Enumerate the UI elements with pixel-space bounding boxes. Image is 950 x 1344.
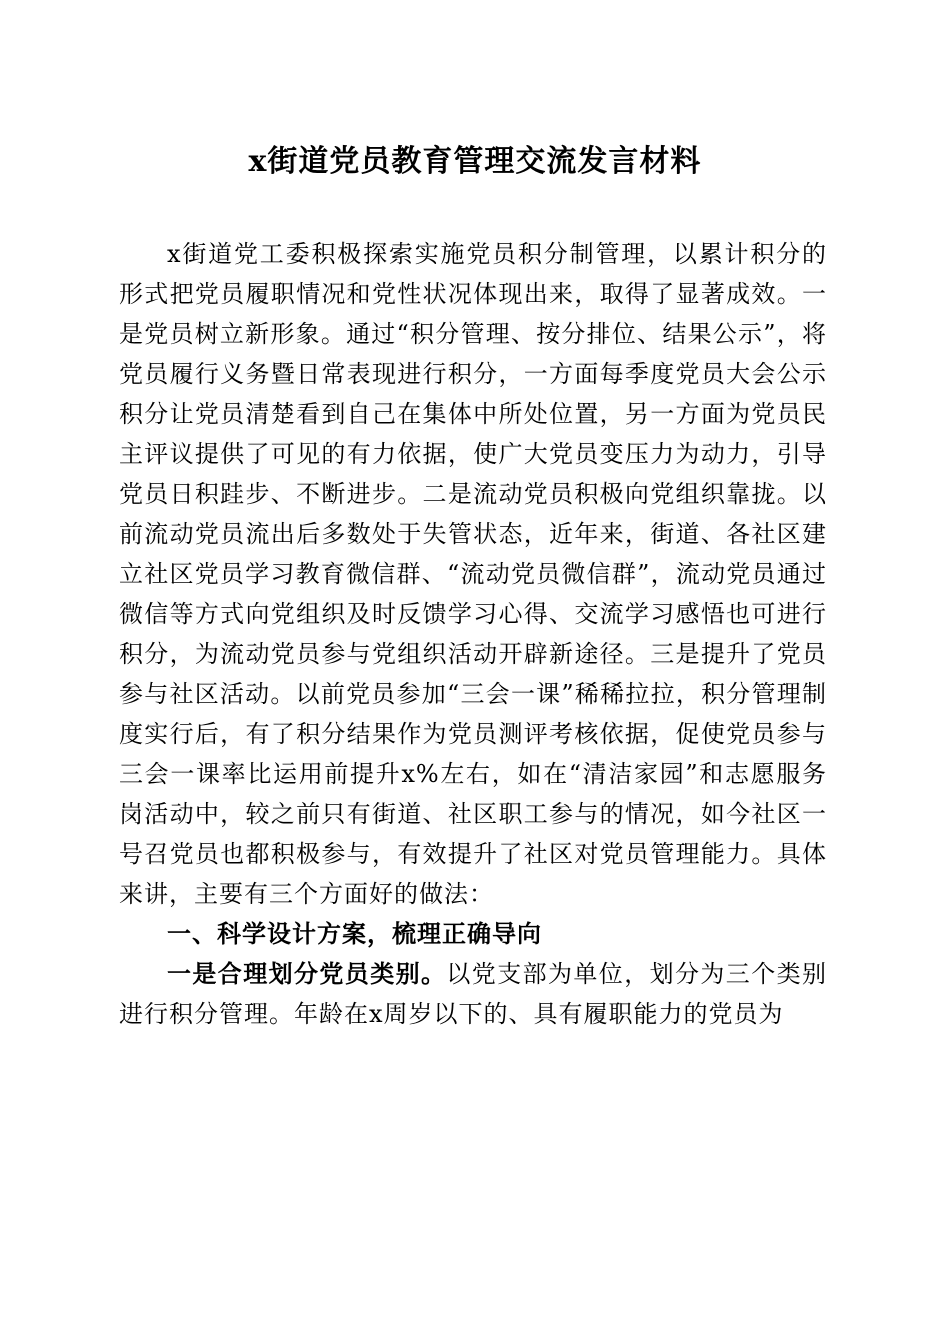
intro-paragraph: x街道党工委积极探索实施党员积分制管理，以累计积分的形式把党员履职情况和党性状况体现出来，取得了显著成效。一是党员树立新形象。通过“积分管理、按分排位、结果公示”，将党员履行义务暨日常表现进行积分，一方面每季度党员大会公示积分让党员清楚看到自己在集体中所处位置，另一方面为党员民主评议提供了可见的有力依据，使广大党员变压力为动力，引导党员日积跬步、不断进步。二是流动党员积极向党组织靠拢。以前流动党员流出后多数处于失管状态，近年来，街道、各社区建立社区党员学习教育微信群、“流动党员微信群”，流动党员通过微信等方式向党组织及时反馈学习心得、交流学习感悟也可进行积分，为流动党员参与党组织活动开辟新途径。三是提升了党员参与社区活动。以前党员参加“三会一课”稀稀拉拉，积分管理制度实行后，有了积分结果作为党员测评考核依据，促使党员参与三会一课率比运用前提升x%左右，如在“清洁家园”和志愿服务岗活动中，较之前只有街道、社区职工参与的情况，如今社区一号召党员也都积极参与，有效提升了社区对党员管理能力。具体来讲，主要有三个方面好的做法：: [119, 240, 827, 908]
section-heading-1: 一、科学设计方案，梳理正确导向: [167, 920, 542, 948]
section1-paragraph-lead: 一是合理划分党员类别。: [167, 959, 447, 988]
document-title: x街道党员教育管理交流发言材料: [248, 144, 702, 179]
document-body: [119, 234, 827, 1034]
section1-paragraph-text: 以党支部为单位，划分为三个类别进行积分管理。年龄在x周岁以下的、具有履职能力的党员为: [119, 960, 828, 1028]
section1-paragraph: [119, 954, 827, 1034]
